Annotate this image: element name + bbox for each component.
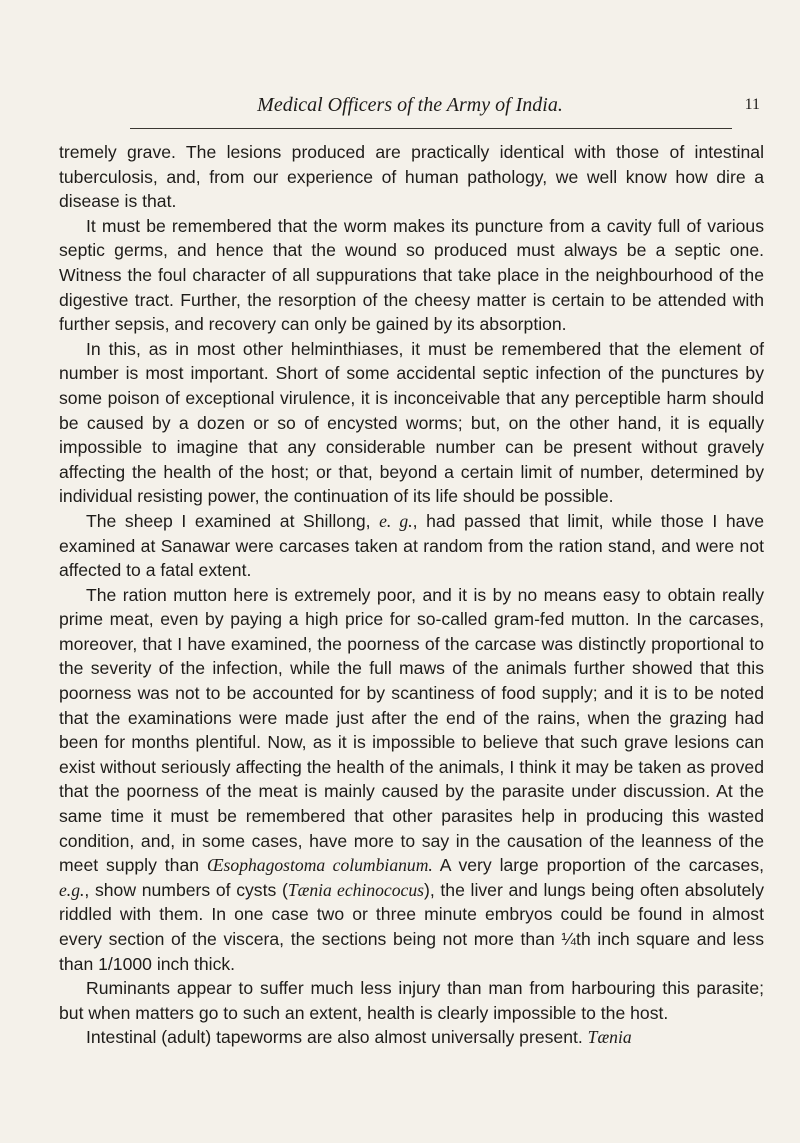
paragraph-5	[59, 583, 764, 977]
paragraph-1: tremely grave. The lesions produced are practically identical with those of intestinal tuberculosis, and, from our experience of human pathology, we well know how dire a disease is that.	[59, 142, 764, 212]
paragraph-3: In this, as in most other helminthiases, it must be remembered that the element of number is most important. Short of some accidental septic infection of the punctures by some poison of exceptional virulence, it is inconceivable that any perceptible harm should be caused by a dozen or so of encysted worms; but, on the other hand, it is equally impossible to imagine that any considerable number can be present without gravely affecting the health of the host; or that, beyond a certain limit of number, determined by individual resisting power, the continuation of its life should be possible.	[59, 338, 764, 507]
text-run: A very large proportion of the carcases,	[432, 855, 764, 876]
running-title: Medical Officers of the Army of India.	[257, 94, 563, 116]
body-text	[59, 140, 764, 1050]
italic-text: e.g.	[59, 879, 85, 900]
italic-text: Œsophagostoma columbianum.	[206, 855, 433, 876]
page-header	[60, 94, 760, 134]
paragraph-4	[59, 509, 764, 583]
page-number: 11	[744, 96, 760, 113]
paragraph-7	[59, 1025, 764, 1050]
header-rule	[130, 128, 732, 129]
text-run: The sheep I examined at Shillong,	[86, 510, 380, 531]
text-run: ), the liver and lungs being often absolutely riddled with them. In one case two or three minute embryos could be found in almost every section of the viscera, the sections being not more than ¼th inch square and less than 1/1000 inch thick.	[59, 879, 765, 974]
italic-text: Tænia echinococus	[287, 879, 424, 900]
text-run: , show numbers of cysts (	[84, 879, 288, 900]
italic-text: Tænia	[587, 1027, 632, 1048]
text-run: The ration mutton here is extremely poor, and it is by no means easy to obtain really prime meat, even by paying a high price for so-called gram-fed mutton. In the carcases, moreover, that I have examined, the poorness of the carcase was distinctly proportional to the severity of the infection, while the full maws of the animals further showed that this poorness was not to be accounted for by scantiness of food supply; and it is to be noted that the examinations were made just after the end of the rains, when the grazing had been for months plentiful. Now, as it is impossible to believe that such grave lesions can exist without seriously affecting the health of the animals, I think it may be taken as proved that the poorness of the meat is mainly caused by the parasite under discussion. At the same time it must be remembered that other parasites help in producing this wasted condition, and, in some cases, have more to say in the causation of the leanness of the meet supply than	[59, 584, 764, 876]
paragraph-2: It must be remembered that the worm makes its puncture from a cavity full of various septic germs, and hence that the wound so produced must always be a septic one. Witness the foul character of all suppurations that take place in the neighbourhood of the digestive tract. Further, the resorption of the cheesy matter is certain to be attended with further sepsis, and recovery can only be gained by its absorption.	[59, 215, 764, 335]
paragraph-6: Ruminants appear to suffer much less injury than man from harbouring this parasite; but when matters go to such an extent, health is clearly impossible to the host.	[59, 978, 764, 1023]
text-run: Intestinal (adult) tapeworms are also almost universally present.	[86, 1027, 588, 1048]
italic-text: e. g.	[379, 510, 413, 531]
text-run: , had passed that limit, while those I have examined at Sanawar were carcases taken at random from the ration stand, and were not affected to a fatal extent.	[59, 510, 764, 581]
